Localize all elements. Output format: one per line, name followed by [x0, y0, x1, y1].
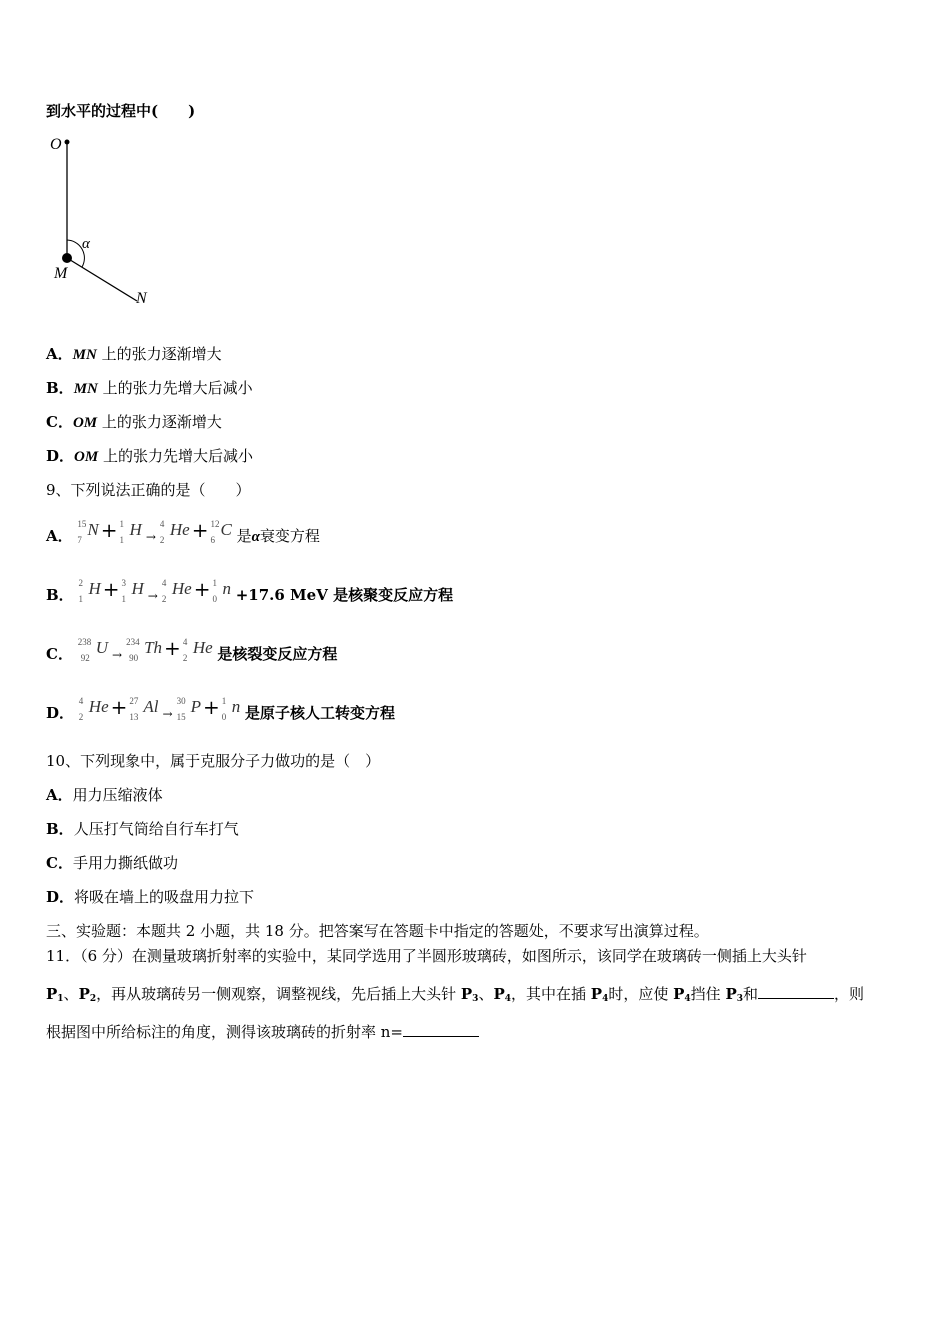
label-o: O — [50, 136, 62, 153]
q10-stem: 10、下列现象中，属于克服分子力做功的是（ ） — [46, 752, 381, 770]
q8-option-c[interactable]: C．OM 上的张力逐渐增大 — [46, 413, 222, 431]
label-n: N — [136, 290, 147, 307]
q8-option-b[interactable]: B．MN 上的张力先增大后减小 — [46, 379, 253, 397]
question-intro: 到水平的过程中( ) — [46, 102, 196, 120]
q9-option-b[interactable]: B． 2 1 H + 3 1 H $_\to$ 4 2 He + 1 0 n +17.6 MeV 是核聚变反应方程 — [46, 577, 454, 604]
q10-option-d[interactable]: D．将吸在墙上的吸盘用力拉下 — [46, 888, 255, 906]
q9-stem: 9、下列说法正确的是（ ） — [46, 481, 251, 499]
ball-m — [62, 253, 72, 263]
q9-option-c[interactable]: C． 238 92 U $_\to$ 234 90 Th + 4 2 He 是核裂变反应方程 — [46, 636, 338, 663]
point-o — [65, 140, 70, 145]
label-alpha: α — [82, 236, 90, 252]
q10-option-a[interactable]: A．用力压缩液体 — [46, 786, 163, 804]
q11-line-2: $P_1$、$P_2$，再从玻璃砖另一侧观察，调整视线，先后插上大头针 $P_3$、$P_4$，其中在插 $P_4$时，应使 $P_4$挡住 $P_3$和 ，则 — [46, 985, 865, 1004]
q8-option-a[interactable]: A．MN 上的张力逐渐增大 — [46, 345, 222, 363]
q10-option-c[interactable]: C．手用力撕纸做功 — [46, 854, 178, 872]
pendulum-figure — [44, 130, 164, 315]
q11-line-3: 根据图中所给标注的角度，测得该玻璃砖的折射率 n= — [46, 1022, 479, 1042]
q10-option-b[interactable]: B．人压打气筒给自行车打气 — [46, 820, 239, 838]
q8-option-d[interactable]: D．OM 上的张力先增大后减小 — [46, 447, 253, 465]
section-3-heading: 三、实验题：本题共 2 小题，共 18 分。把答案写在答题卡中指定的答题处，不要求写出演算过程。 — [46, 922, 709, 940]
q9-option-d[interactable]: D． 4 2 He + 27 13 Al $_\to$ 30 15 P + 1 0 n 是原子核人工转变方程 — [46, 695, 396, 722]
answer-blank-1[interactable] — [758, 984, 834, 999]
label-m: M — [54, 265, 68, 282]
answer-blank-2[interactable] — [403, 1022, 479, 1037]
mn-rope — [67, 258, 137, 301]
q11-line-1: 11．（6 分）在测量玻璃折射率的实验中，某同学选用了半圆形玻璃砖，如图所示，该同学在玻璃砖一侧插上大头针 — [46, 947, 807, 965]
q9-option-a[interactable]: A． 15 7 N + 1 1 H $_\to$ 4 2 He + 12 6 C 是α衰变方程 — [46, 518, 320, 545]
